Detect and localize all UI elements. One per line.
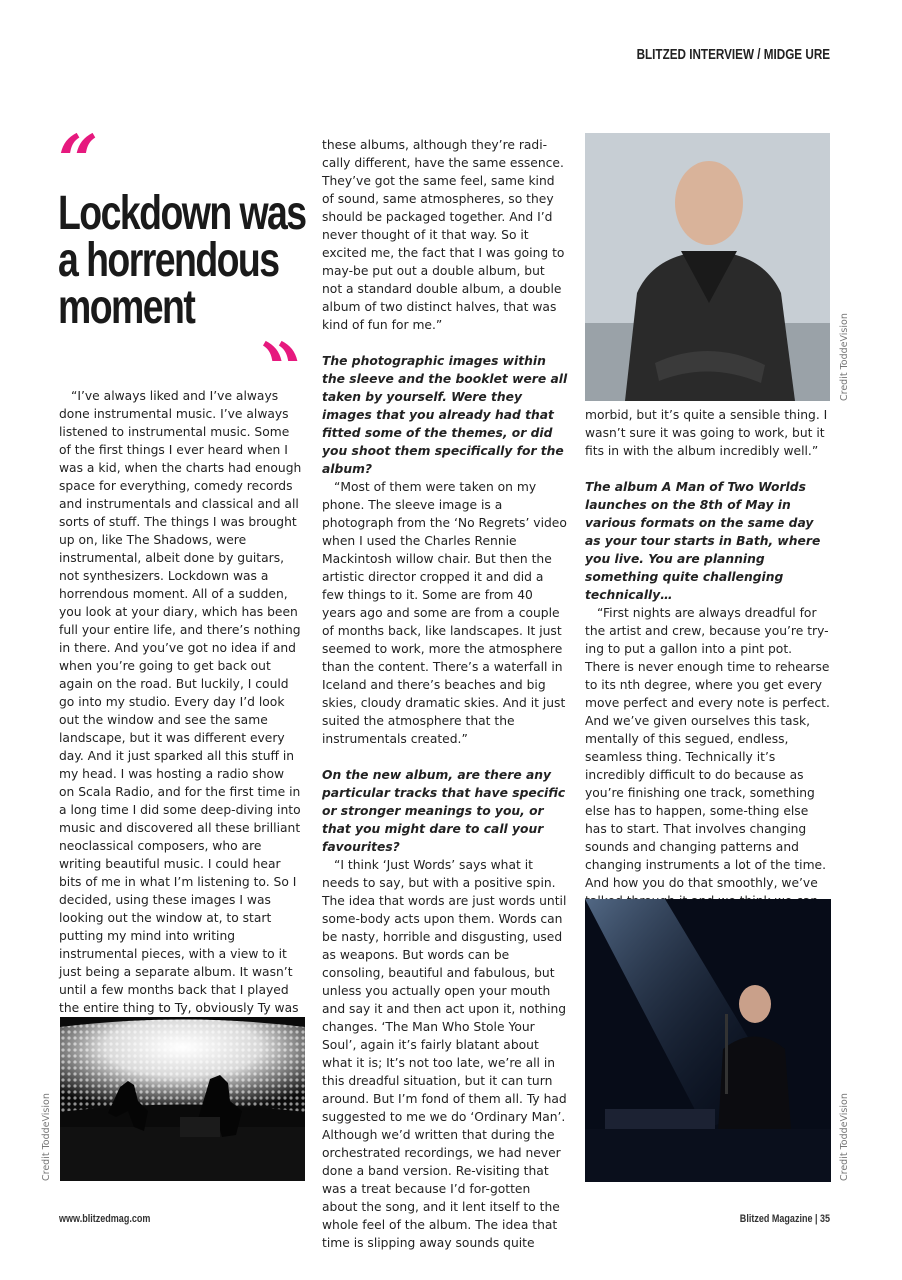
page-number: Blitzed Magazine | 35 — [739, 1213, 830, 1225]
paragraph-text: “First nights are always dreadful for the artist and crew, because you’re try-ing to put a gallon into a pint pot. There is never enough time to rehearse to its nth degree, where you get every move perfect and every note is perfect. And we’ve given ourselves this task, mentally of this segued, endless, seamless thing. Technically it’s incredibly difficult to do because as you’re finishing one track, something else has to happen, some-thing else has to start. That involves changing sounds and changing patterns and changing instruments a lot of the time. And how you do that smoothly, we’ve — [585, 606, 830, 890]
portrait-photo — [585, 133, 830, 401]
portrait-photo-graphic — [585, 133, 830, 401]
interview-question: The photographic images within the sleeve and the booklet were all taken by yourself. Were they images that you already had that fitted some of the themes, or did you shoot them specifically for the album? — [322, 354, 568, 476]
stage-performance-photo — [585, 899, 831, 1182]
website-url[interactable]: www.blitzedmag.com — [59, 1213, 151, 1225]
paragraph: morbid, but it’s quite a sensible thing. I wasn’t sure it was going to work, but it fits in with the album incredibly well.” — [585, 408, 828, 458]
stage-performance-photo-graphic — [585, 899, 831, 1182]
article-column-2 — [322, 136, 568, 1252]
interview-question: The album A Man of Two Worlds launches on the 8th of May in various formats on the same day as your tour starts in Bath, where you live. You are planning something quite challenging technically… — [585, 480, 821, 602]
band-live-photo — [60, 1017, 305, 1181]
paragraph: “Most of them were taken on my phone. The sleeve image is a photograph from the ‘No Regrets’ video when I used the Charles Rennie Mackintosh willow chair. But then the artistic director cropped it and did a few things to it. Some are from 40 years ago and some are from a couple of months back, like landscapes. It just seemed to work, more the atmosphere than the content. There’s a waterfall in Iceland and there’s beaches and big skies, cloudy dramatic skies. And it just suited the atmosphere that the instrumentals created.” — [322, 480, 567, 746]
paragraph: these albums, although they’re radi-cally different, have the same essence. They’ve got the same feel, same kind of sound, same atmospheres, so they should be packaged together. And I’d never thought of it that way. So it excited me, the fact that I was going to may-be put out a double album, but not a standard double album, a double album of two distinct halves, that was kind of fun for me.” — [322, 138, 565, 332]
photo-credit: Credit ToddeVision — [41, 1093, 52, 1181]
band-live-photo-graphic — [60, 1017, 305, 1181]
paragraph: “I think ‘Just Words’ says what it needs to say, but with a positive spin. The idea that words are just words until some-body acts upon them. Words can be nasty, horrible and disgusting, used as weapons. But words can be consoling, beautiful and fabulous, but unless you actually open your mouth and say it and then act upon it, nothing changes. ‘The Man Who Stole Your Soul’, again it’s fairly blatant about what it is; It’s not too late, we’re all in this dreadful situation, but it can turn around. But I’m fond of them all. Ty had suggested to me we do ‘Ordinary Man’. Although we’d written that during the orchestrated recordings, we had never done a band version. Re-visiting that was a treat because I’d for-gotten about the song, and it lent itself to the whole feel of the album. The idea that time is slipping away sounds quite — [322, 858, 567, 1250]
photo-credit: Credit ToddeVision — [839, 1093, 850, 1181]
photo-credit: Credit ToddeVision — [839, 313, 850, 401]
pull-quote: Lockdown was a horrendous moment — [58, 187, 306, 334]
close-quote-mark: “ — [260, 327, 301, 410]
interview-question: On the new album, are there any particular tracks that have specific or stronger meanings to you, or that you might dare to call your favourites? — [322, 768, 566, 854]
article-column-3 — [585, 406, 831, 946]
paragraph: “I’ve always liked and I’ve always done instrumental music. I’ve always listened to instrumental music. Some of the first things I ever heard when I was a kid, when the charts had enough space for everything, comedy records and instrumentals and classical and all sorts of stuff. The things I was brought up on, like The Shadows, were instrumental, albeit done by guitars, not synthesizers. Lockdown was a horrendous moment. All of a sudden, you look at your diary, which has been full your entire life, and there’s nothing in there. And you’ve got no idea if and when you’re going to get back out again on the road. But luckily, I could go into my studio. Every day I’d look out the window and see the same landscape, but it was different every day. And it just sparked all this stuff in my head. I was hosting a radio show on Scala Radio, and for the first time in a long time I did some deep-diving into music and discovered all these brilliant neoclassical composers, who are writing beautiful music. I could hear bits of me in what I’m listening to. So I decided, using these images I was looking out the window at, to start putting my mind into writing instrumental pieces, with a view to it just being a separate album. It wasn’t until a few months back that I played the entire thing to Ty, obviously Ty was — [59, 389, 302, 1015]
open-quote-mark: “ — [58, 119, 99, 202]
paragraph — [585, 604, 831, 946]
article-column-1 — [59, 387, 303, 1053]
section-header: BLITZED INTERVIEW / MIDGE URE — [636, 46, 830, 63]
